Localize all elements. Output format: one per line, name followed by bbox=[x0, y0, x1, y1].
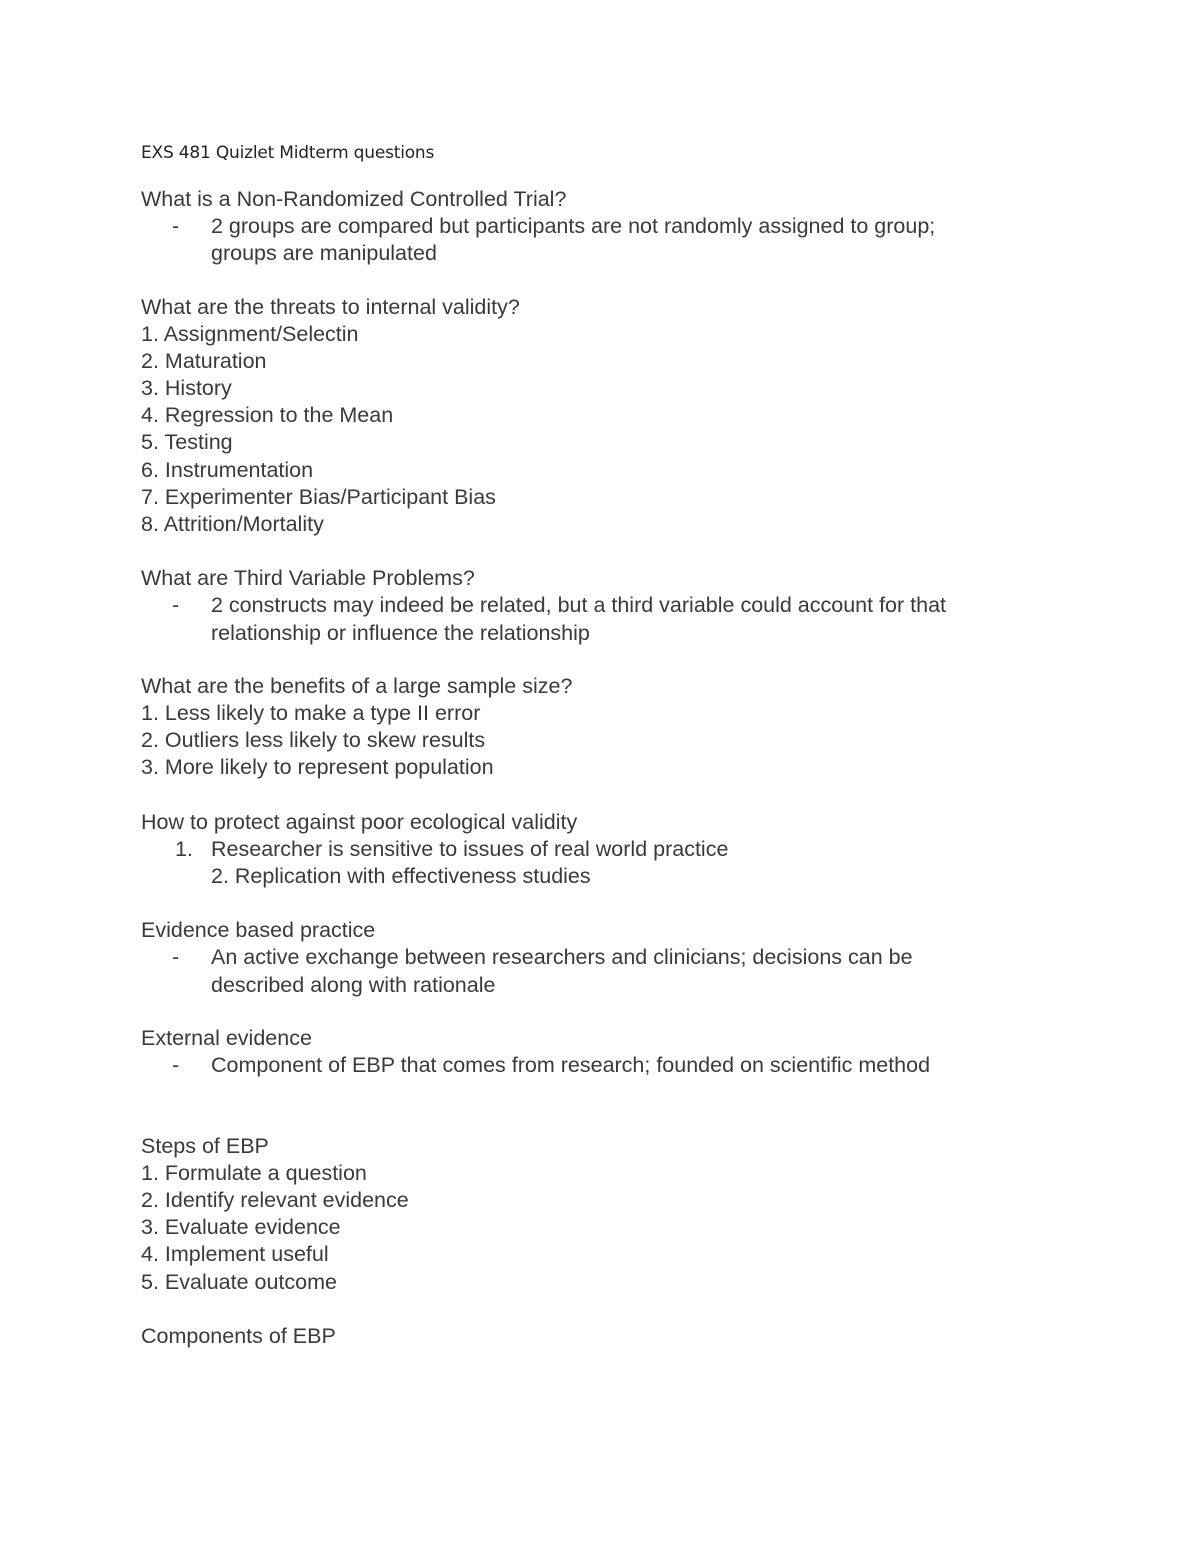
bullet-dash: - bbox=[172, 1053, 180, 1077]
list-marker: 1. bbox=[175, 837, 193, 861]
question-internal-validity-threats: What are the threats to internal validity? bbox=[141, 295, 520, 319]
answer-line: groups are manipulated bbox=[211, 241, 437, 265]
question-steps-of-ebp: Steps of EBP bbox=[141, 1134, 269, 1158]
list-item: 6. Instrumentation bbox=[141, 458, 314, 482]
list-item: 2. Maturation bbox=[141, 349, 267, 373]
list-item: 1. Less likely to make a type II error bbox=[141, 701, 481, 725]
list-item: 7. Experimenter Bias/Participant Bias bbox=[141, 485, 496, 509]
question-components-of-ebp: Components of EBP bbox=[141, 1324, 336, 1348]
answer-line: 2 groups are compared but participants are not randomly assigned to group; bbox=[211, 214, 936, 238]
question-third-variable: What are Third Variable Problems? bbox=[141, 566, 475, 590]
bullet-dash: - bbox=[172, 593, 180, 617]
list-item: 4. Regression to the Mean bbox=[141, 403, 394, 427]
question-external-evidence: External evidence bbox=[141, 1026, 312, 1050]
bullet-dash: - bbox=[172, 945, 180, 969]
question-ecological-validity: How to protect against poor ecological validity bbox=[141, 810, 578, 834]
question-evidence-based-practice: Evidence based practice bbox=[141, 918, 376, 942]
document-title: EXS 481 Quizlet Midterm questions bbox=[141, 143, 435, 163]
list-item: 8. Attrition/Mortality bbox=[141, 512, 324, 536]
answer-line: An active exchange between researchers and clinicians; decisions can be bbox=[211, 945, 913, 969]
list-item: 2. Outliers less likely to skew results bbox=[141, 728, 486, 752]
question-non-randomized-trial: What is a Non-Randomized Controlled Trial? bbox=[141, 187, 567, 211]
list-item: 1. Formulate a question bbox=[141, 1161, 367, 1185]
question-sample-size: What are the benefits of a large sample size? bbox=[141, 674, 573, 698]
list-item: 5. Evaluate outcome bbox=[141, 1270, 338, 1294]
list-item: 4. Implement useful bbox=[141, 1242, 329, 1266]
bullet-dash: - bbox=[172, 214, 180, 238]
answer-line: relationship or influence the relationship bbox=[211, 621, 590, 645]
list-item: 1. Assignment/Selectin bbox=[141, 322, 359, 346]
answer-line: Component of EBP that comes from research; founded on scientific method bbox=[211, 1053, 931, 1077]
list-item: 3. More likely to represent population bbox=[141, 755, 494, 779]
list-item: 2. Identify relevant evidence bbox=[141, 1188, 409, 1212]
list-item: 5. Testing bbox=[141, 430, 233, 454]
list-item: 3. History bbox=[141, 376, 232, 400]
answer-line: described along with rationale bbox=[211, 973, 496, 997]
list-item: 2. Replication with effectiveness studies bbox=[211, 864, 591, 888]
list-item: 3. Evaluate evidence bbox=[141, 1215, 341, 1239]
list-item: Researcher is sensitive to issues of real world practice bbox=[211, 837, 729, 861]
answer-line: 2 constructs may indeed be related, but a third variable could account for that bbox=[211, 593, 947, 617]
